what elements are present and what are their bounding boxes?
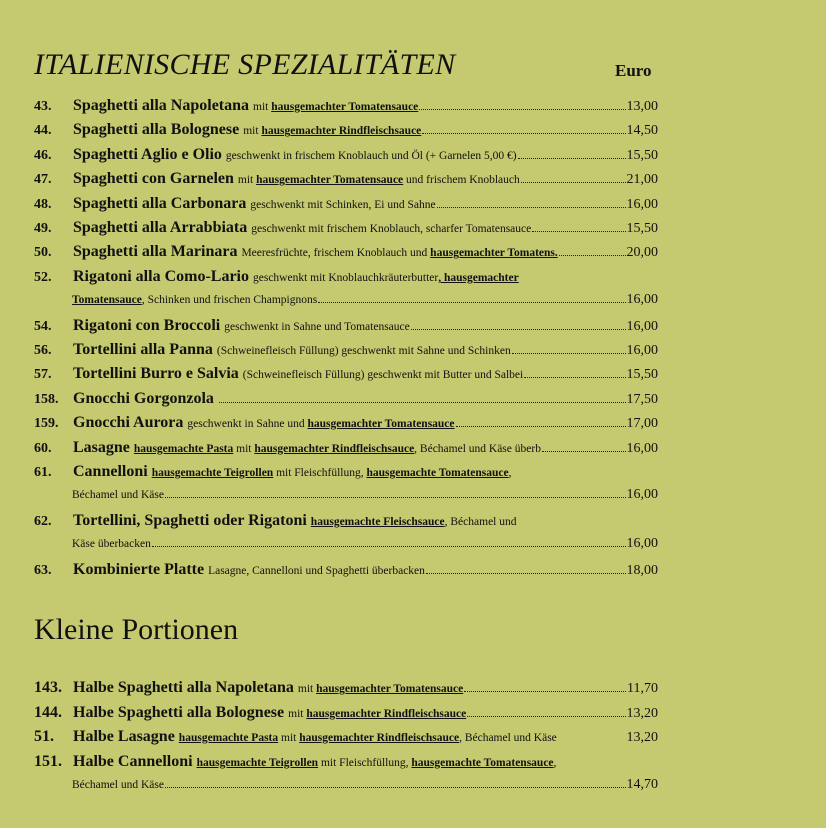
item-name: Cannelloni xyxy=(73,463,148,480)
menu-item-row xyxy=(34,561,658,583)
item-name: Spaghetti alla Carbonara xyxy=(73,194,247,212)
underlined-text: hausgemachter Rindfleischsauce xyxy=(299,732,460,744)
item-name: Spaghetti alla Bolognese xyxy=(73,121,240,139)
item-price: 16,00 xyxy=(626,318,658,334)
menu-item-row xyxy=(34,97,658,119)
menu-item-continuation xyxy=(72,487,658,509)
item-description: hausgemachte Pasta mit hausgemachter Rindfleischsauce, Béchamel und Käse xyxy=(178,732,557,744)
item-name: Spaghetti Aglio e Olio xyxy=(73,145,222,163)
underlined-text: , hausgemachter xyxy=(438,271,519,284)
underlined-text: hausgemachte Tomatensauce xyxy=(411,756,554,769)
item-number: 47. xyxy=(34,172,52,188)
menu-item-row xyxy=(34,219,658,241)
item-name: Rigatoni alla Como-Lario xyxy=(73,267,249,285)
item-description: hausgemachte Teigrollen mit Fleischfüllung, hausgemachte Tomatensauce, xyxy=(151,467,512,479)
menu-item-row xyxy=(34,728,658,750)
item-description: (Schweinefleisch Füllung) geschwenkt mit Sahne und Schinken xyxy=(216,345,511,357)
item-number: 44. xyxy=(34,123,52,139)
leader-dots xyxy=(426,573,626,574)
item-name: Spaghetti alla Napoletana xyxy=(73,97,250,114)
item-description: geschwenkt in Sahne und hausgemachter Tomatensauce xyxy=(187,418,455,431)
item-description: Lasagne, Cannelloni und Spaghetti überbacken xyxy=(208,564,425,577)
menu-item-continuation xyxy=(72,292,658,314)
menu-item-row xyxy=(34,365,658,387)
item-description: mit hausgemachter Tomatensauce xyxy=(253,101,419,113)
underlined-text: hausgemachte Pasta xyxy=(178,732,279,744)
item-number: 52. xyxy=(34,269,52,285)
item-price: 21,00 xyxy=(626,172,658,188)
underlined-text: hausgemachte Pasta xyxy=(133,442,234,455)
item-number: 63. xyxy=(34,562,52,578)
underlined-text: hausgemachte Teigrollen xyxy=(196,756,319,769)
menu-item-continuation xyxy=(72,777,658,799)
menu-item-row xyxy=(34,753,658,775)
item-number: 144. xyxy=(34,703,62,721)
currency-label: Euro xyxy=(615,61,652,80)
item-name: Spaghetti alla Arrabbiata xyxy=(73,219,248,236)
item-number: 46. xyxy=(34,147,52,163)
item-name: Gnocchi Gorgonzola xyxy=(73,389,214,407)
item-number: 60. xyxy=(34,440,52,456)
leader-dots xyxy=(467,716,625,717)
underlined-text: hausgemachter Tomatensauce xyxy=(316,683,464,695)
item-description: mit hausgemachter Rindfleischsauce xyxy=(288,707,467,720)
menu-item-row xyxy=(34,414,658,436)
leader-dots xyxy=(512,353,626,354)
item-description: hausgemachte Pasta mit hausgemachter Rindfleischsauce, Béchamel und Käse überb xyxy=(133,442,541,455)
item-description: Meeresfrüchte, frischem Knoblauch und hausgemachter Tomatens. xyxy=(241,247,558,260)
menu-item-row xyxy=(34,121,658,143)
item-price: 11,70 xyxy=(627,681,658,696)
item-number: 56. xyxy=(34,343,52,358)
item-description: Tomatensauce, Schinken und frischen Champignons xyxy=(72,294,318,307)
item-description: geschwenkt mit frischem Knoblauch, scharfer Tomatensauce xyxy=(251,223,532,235)
item-number: 62. xyxy=(34,513,52,529)
item-number: 50. xyxy=(34,245,52,261)
item-name: Halbe Spaghetti alla Napoletana xyxy=(73,679,294,696)
underlined-text: hausgemachter Rindfleischsauce xyxy=(254,442,415,455)
leader-dots xyxy=(464,691,626,692)
leader-dots xyxy=(419,109,625,110)
item-description: geschwenkt in frischem Knoblauch und Öl (+ Garnelen 5,00 €) xyxy=(225,149,517,162)
item-name: Gnocchi Aurora xyxy=(73,414,184,432)
item-name: Tortellini alla Panna xyxy=(73,341,213,358)
item-number: 57. xyxy=(34,367,52,383)
item-number: 151. xyxy=(34,752,62,770)
leader-dots xyxy=(219,402,626,403)
item-price: 14,50 xyxy=(626,123,658,139)
leader-dots xyxy=(437,207,626,208)
item-name: Kombinierte Platte xyxy=(73,560,205,578)
leader-dots xyxy=(518,158,626,159)
leader-dots xyxy=(165,497,626,498)
underlined-text: hausgemachte Fleischsauce xyxy=(310,515,445,528)
item-number: 48. xyxy=(34,196,52,212)
item-price: 14,70 xyxy=(626,777,658,792)
underlined-text: hausgemachter Rindfleischsauce xyxy=(261,125,422,138)
item-price: 13,20 xyxy=(626,730,658,745)
menu-item-row xyxy=(34,170,658,192)
item-price: 13,20 xyxy=(626,705,658,721)
item-price: 15,50 xyxy=(626,147,658,163)
item-number: 143. xyxy=(34,679,62,696)
item-name: Spaghetti alla Marinara xyxy=(73,243,238,261)
menu-item-row xyxy=(34,463,658,485)
item-number: 158. xyxy=(34,391,59,407)
item-price: 16,00 xyxy=(626,343,658,358)
item-number: 43. xyxy=(34,99,52,114)
item-name: Spaghetti con Garnelen xyxy=(73,170,234,188)
item-price: 15,50 xyxy=(626,367,658,383)
menu-item-row xyxy=(34,243,658,265)
item-price: 20,00 xyxy=(626,245,658,261)
leader-dots xyxy=(532,231,625,232)
section-title-small-portions: Kleine Portionen xyxy=(34,613,239,646)
underlined-text: hausgemachte Tomatensauce xyxy=(366,467,509,479)
item-number: 159. xyxy=(34,416,59,432)
underlined-text: hausgemachter Rindfleischsauce xyxy=(306,707,467,720)
menu-item-row xyxy=(34,317,658,339)
underlined-text: hausgemachter Tomatensauce xyxy=(307,418,455,431)
menu-item-row xyxy=(34,390,658,412)
item-description: mit hausgemachter Tomatensauce und frischem Knoblauch xyxy=(237,174,520,187)
menu-item-row xyxy=(34,268,658,290)
item-price: 17,00 xyxy=(626,416,658,432)
page-title: ITALIENISCHE SPEZIALITÄTEN xyxy=(34,48,456,81)
menu-item-row xyxy=(34,679,658,701)
leader-dots xyxy=(521,182,626,183)
item-description: (Schweinefleisch Füllung) geschwenkt mit Butter und Salbei xyxy=(242,369,524,382)
item-description: geschwenkt mit Schinken, Ei und Sahne xyxy=(250,198,436,211)
item-number: 51. xyxy=(34,728,54,745)
leader-dots xyxy=(165,787,626,788)
leader-dots xyxy=(422,133,625,134)
underlined-text: hausgemachter Tomatens. xyxy=(430,247,558,260)
menu-item-row xyxy=(34,704,658,726)
item-price: 16,00 xyxy=(626,196,658,212)
item-price: 17,50 xyxy=(626,391,658,407)
menu-item-row xyxy=(34,146,658,168)
leader-dots xyxy=(542,451,626,452)
leader-dots xyxy=(411,329,626,330)
item-price: 18,00 xyxy=(626,562,658,578)
underlined-text: hausgemachte Teigrollen xyxy=(151,467,274,479)
item-description: hausgemachte Fleischsauce, Béchamel und xyxy=(310,515,517,528)
item-name: Rigatoni con Broccoli xyxy=(73,316,221,334)
item-name: Lasagne xyxy=(73,438,130,456)
leader-dots xyxy=(456,426,626,427)
item-description: Béchamel und Käse xyxy=(72,489,164,502)
underlined-text: Tomatensauce xyxy=(72,294,142,307)
item-name: Halbe Spaghetti alla Bolognese xyxy=(73,703,285,721)
item-price: 16,00 xyxy=(626,440,658,456)
item-description: hausgemachte Teigrollen mit Fleischfüllung, hausgemachte Tomatensauce, xyxy=(196,756,557,769)
item-description: Käse überbacken xyxy=(72,538,151,551)
leader-dots xyxy=(318,302,625,303)
menu-item-continuation xyxy=(72,536,658,558)
item-description: geschwenkt mit Knoblauchkräuterbutter, hausgemachter xyxy=(253,271,519,284)
item-description: Béchamel und Käse xyxy=(72,779,164,791)
underlined-text: hausgemachter Tomatensauce xyxy=(271,101,419,113)
menu-item-row xyxy=(34,512,658,534)
item-name: Halbe Lasagne xyxy=(73,728,175,745)
leader-dots xyxy=(524,377,625,378)
leader-dots xyxy=(152,546,626,547)
item-number: 61. xyxy=(34,465,52,480)
menu-item-row xyxy=(34,439,658,461)
leader-dots xyxy=(559,255,626,256)
item-name: Tortellini Burro e Salvia xyxy=(73,365,239,383)
item-description: mit hausgemachter Rindfleischsauce xyxy=(243,125,422,138)
item-price: 15,50 xyxy=(626,221,658,236)
item-description: mit hausgemachter Tomatensauce xyxy=(297,683,464,695)
item-number: 49. xyxy=(34,221,52,236)
item-price: 16,00 xyxy=(626,487,658,503)
underlined-text: hausgemachter Tomatensauce xyxy=(256,174,404,187)
item-price: 16,00 xyxy=(626,292,658,308)
item-name: Tortellini, Spaghetti oder Rigatoni xyxy=(73,511,307,529)
item-description: geschwenkt in Sahne und Tomatensauce xyxy=(224,320,410,333)
menu-item-row xyxy=(34,341,658,363)
item-price: 13,00 xyxy=(626,99,658,114)
item-price: 16,00 xyxy=(626,536,658,552)
item-name: Halbe Cannelloni xyxy=(73,752,193,770)
item-number: 54. xyxy=(34,318,52,334)
menu-item-row xyxy=(34,195,658,217)
